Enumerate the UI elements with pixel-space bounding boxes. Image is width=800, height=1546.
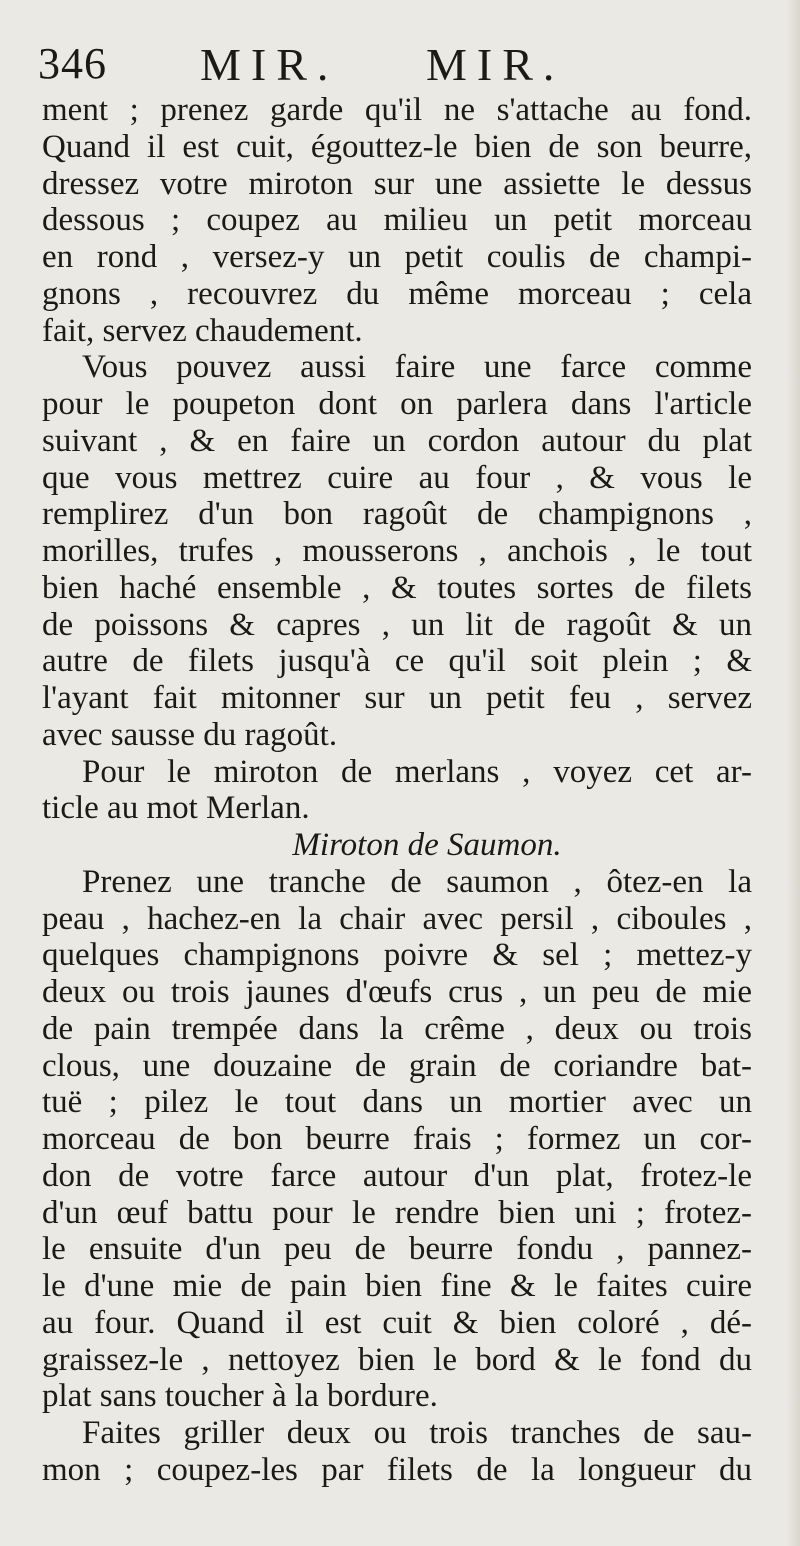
body-text <box>42 92 752 1489</box>
text-line: mon ; coupez-les par filets de la longueur du <box>42 1451 752 1488</box>
text-line: le d'une mie de pain bien fine & le faites cuire <box>42 1268 752 1304</box>
text-line: dessous ; coupez au milieu un petit morceau <box>42 202 752 239</box>
text-line: pour le poupeton dont on parlera dans l'article <box>42 386 752 422</box>
running-title-right: MIR. <box>426 39 565 90</box>
text-line: quelques champignons poivre & sel ; mettez-y <box>42 937 752 974</box>
text-line: ment ; prenez garde qu'il ne s'attache au fond. <box>42 92 752 128</box>
paragraph <box>42 1415 752 1489</box>
text-line: deux ou trois jaunes d'œufs crus , un peu de mie <box>42 974 752 1010</box>
text-line: peau , hachez-en la chair avec persil , ciboules , <box>42 900 752 937</box>
text-line: Quand il est cuit, égouttez-le bien de son beurre, <box>42 128 752 165</box>
text-line: don de votre farce autour d'un plat, frotez-le <box>42 1157 752 1194</box>
text-line: morilles, trufes , mousserons , anchois , le tout <box>42 533 752 569</box>
text-line: de poissons & capres , un lit de ragoût & un <box>42 606 752 643</box>
text-line: suivant , & en faire un cordon autour du plat <box>42 422 752 459</box>
text-line: bien haché ensemble , & toutes sortes de filets <box>42 569 752 606</box>
text-line: autre de filets jusqu'à ce qu'il soit plein ; & <box>42 643 752 680</box>
running-head <box>38 38 780 98</box>
text-line: l'ayant fait mitonner sur un petit feu , servez <box>42 680 752 716</box>
text-line: fait, servez chaudement. <box>42 312 363 349</box>
text-line: graissez-le , nettoyez bien le bord & le fond du <box>42 1341 752 1378</box>
paragraph <box>42 92 752 349</box>
text-line: tuë ; pilez le tout dans un mortier avec un <box>42 1084 752 1121</box>
text-line: remplirez d'un bon ragoût de champignons , <box>42 496 752 533</box>
text-line: le ensuite d'un peu de beurre fondu , pannez- <box>42 1231 752 1268</box>
paragraph <box>42 864 752 1415</box>
page-edge-shadow <box>786 0 800 1546</box>
text-line: plat sans toucher à la bordure. <box>42 1378 438 1415</box>
text-line: ticle au mot Merlan. <box>42 790 310 827</box>
text-line: dressez votre miroton sur une assiette le dessus <box>42 165 752 202</box>
text-line: Prenez une tranche de saumon , ôtez-en la <box>82 863 752 900</box>
text-line: d'un œuf battu pour le rendre bien uni ; frotez- <box>42 1194 752 1231</box>
text-line: morceau de bon beurre frais ; formez un cor- <box>42 1121 752 1157</box>
page-number: 346 <box>38 39 107 88</box>
text-line: Pour le miroton de merlans , voyez cet ar- <box>82 753 752 790</box>
text-line: clous, une douzaine de grain de coriandre bat- <box>42 1047 752 1084</box>
text-line: gnons , recouvrez du même morceau ; cela <box>42 275 752 312</box>
text-line: Faites griller deux ou trois tranches de sau- <box>82 1415 752 1451</box>
text-line: que vous mettrez cuire au four , & vous le <box>42 459 752 496</box>
text-line: avec sausse du ragoût. <box>42 716 338 753</box>
section-heading: Miroton de Saumon. <box>292 827 562 863</box>
text-line: Vous pouvez aussi faire une farce comme <box>82 349 752 386</box>
text-line: en rond , versez-y un petit coulis de champi- <box>42 239 752 275</box>
text-line: de pain trempée dans la crême , deux ou trois <box>42 1010 752 1047</box>
paragraph <box>42 349 752 753</box>
running-title-left: MIR. <box>200 39 339 90</box>
text-line: au four. Quand il est cuit & bien coloré , dé- <box>42 1304 752 1341</box>
paragraph <box>42 754 752 828</box>
